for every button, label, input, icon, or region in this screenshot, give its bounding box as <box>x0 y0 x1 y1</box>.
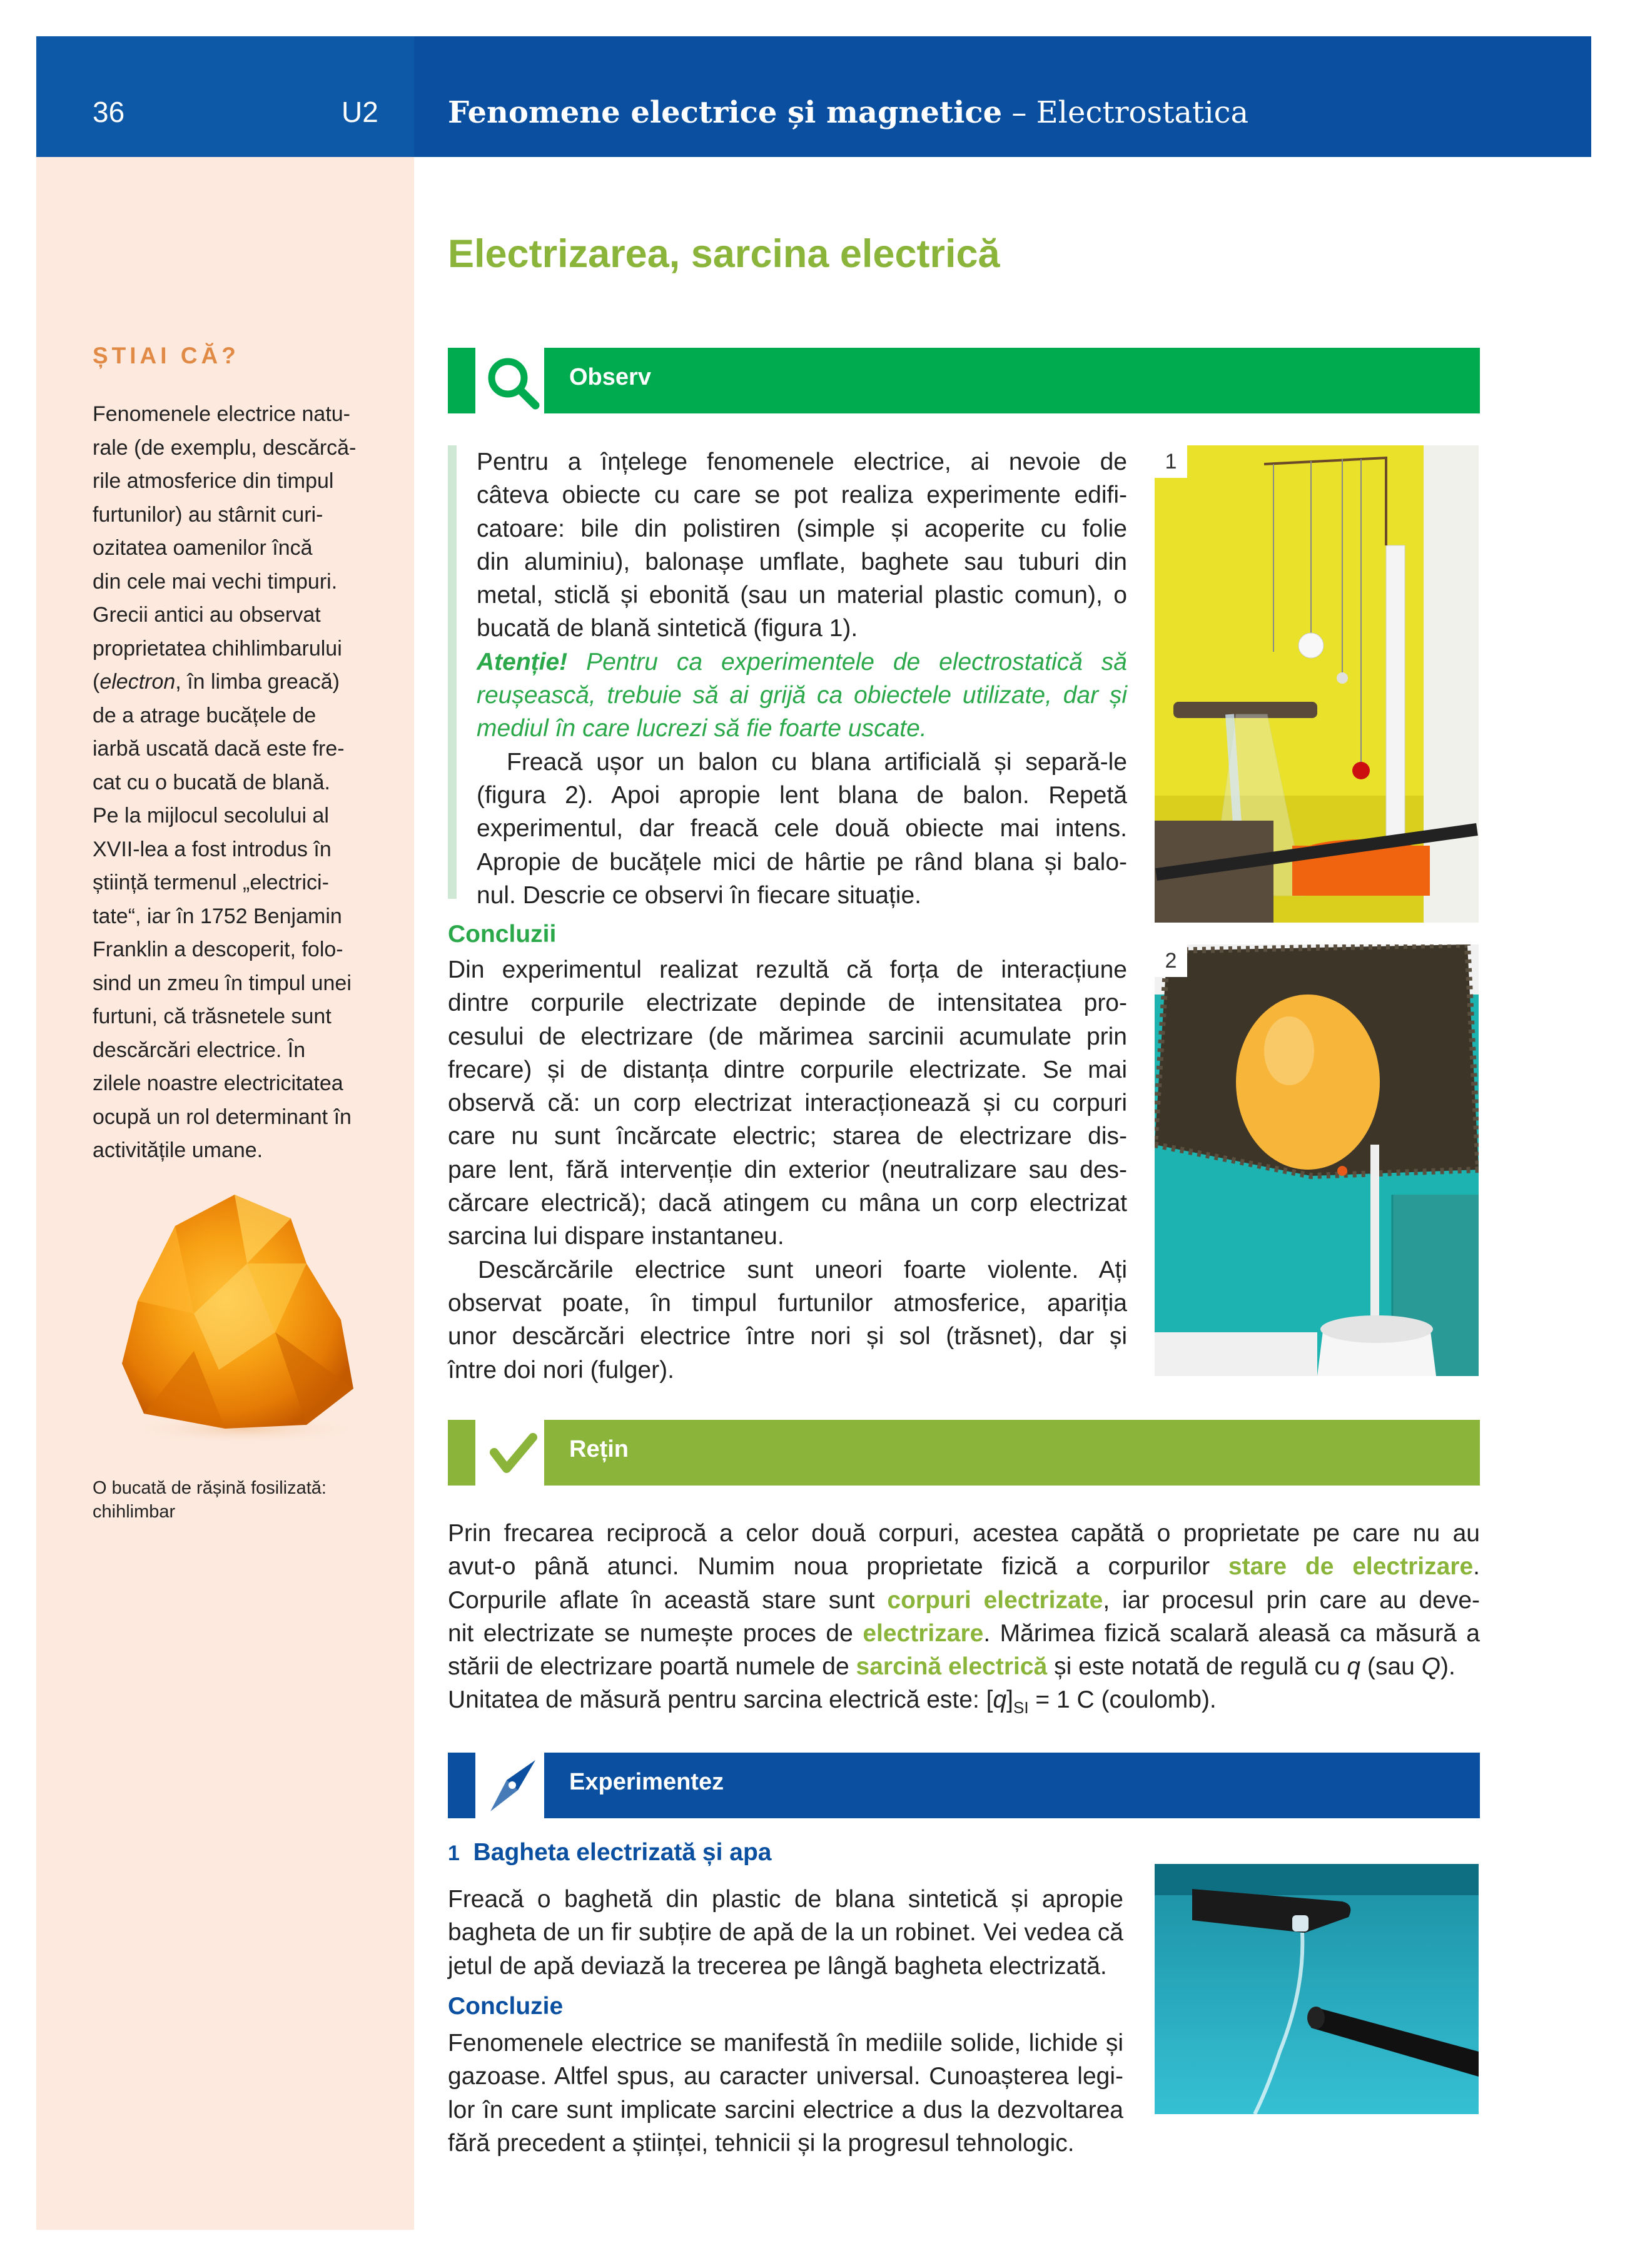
concluzii-heading: Concluzii <box>448 921 557 948</box>
experiment-1-text <box>448 1883 1123 1983</box>
observ-side-rule <box>448 445 457 899</box>
sidebar-line: rile atmosferice din timpul <box>93 469 334 493</box>
retin-bar <box>544 1420 1480 1486</box>
text-line: care nu sunt încărcate electric; starea de electrizare dis- <box>448 1123 1127 1150</box>
si-subscript: SI <box>1013 1698 1029 1718</box>
sidebar-line: ozitatea oamenilor încă <box>93 536 313 560</box>
text-line <box>448 1650 1480 1683</box>
figure-1-number: 1 <box>1155 445 1187 478</box>
chapter-title-main: Fenomene electrice și magnetice <box>448 95 1003 130</box>
sidebar-line: proprietatea chihlimbarului <box>93 636 342 661</box>
text-line: bucată de blană sintetică (figura 1). <box>477 615 858 642</box>
term-highlight: corpuri electrizate <box>887 1586 1103 1614</box>
text-span: stării de electrizare poartă numele de <box>448 1653 856 1681</box>
sidebar-heading: ȘTIAI CĂ? <box>93 343 240 368</box>
text-line: Freacă ușor un balon cu blana artificială și separă-le <box>507 748 1127 776</box>
term-highlight: sarcină electrică <box>856 1653 1048 1681</box>
sidebar-line: XVII-lea a fost introdus în <box>93 837 332 861</box>
text-line: jetul de apă deviază la trecerea pe lângă bagheta electrizată. <box>448 1952 1107 1980</box>
text-line: fără precedent a științei, tehnicii și la progresul tehnologic. <box>448 2129 1075 2157</box>
figure-1-photo <box>1155 445 1479 923</box>
text-line: lor în care sunt implicate sarcini electrice a dus la dezvoltarea <box>448 2096 1123 2124</box>
text-span: . <box>1473 1553 1481 1581</box>
sidebar-line: zilele noastre electricitatea <box>93 1071 343 1095</box>
text-line: sarcina lui dispare instantaneu. <box>448 1223 784 1250</box>
text-line: cărcare electrică); dacă atingem cu mâna un corp electrizat <box>448 1190 1127 1217</box>
page-number: 36 <box>93 96 125 128</box>
check-icon <box>482 1420 544 1486</box>
text-span: ] <box>1006 1686 1013 1714</box>
observ-label: Observ <box>569 364 651 390</box>
text-span: , iar procesul prin care au deve- <box>1103 1586 1480 1614</box>
term-highlight: stare de electrizare <box>1228 1553 1474 1581</box>
sidebar-line: (electron, în limba greacă) <box>93 670 340 694</box>
sidebar-line: știință termenul „electrici- <box>93 871 329 894</box>
retin-text <box>448 1517 1480 1725</box>
sidebar-line: Franklin a descoperit, folo- <box>93 938 343 961</box>
text-line: Pentru a înțelege fenomenele electrice, ai nevoie de <box>477 448 1127 475</box>
retin-label: Rețin <box>569 1436 629 1462</box>
text-line: pare lent, fără intervenție din exterior (neutralizare sau des- <box>448 1156 1127 1183</box>
text-line: metal, sticlă și ebonită (sau un material plastic comun), o <box>477 582 1127 609</box>
text-line <box>448 1584 1480 1617</box>
text-line <box>448 1617 1480 1650</box>
atentie-label: Atenție! <box>477 648 568 676</box>
text-span: nit electrizate se numește proces de <box>448 1619 863 1647</box>
symbol-q: q <box>993 1686 1007 1714</box>
text-line: cesului de electrizare (de mărimea sarcinii acumulate prin <box>448 1023 1127 1050</box>
symbol-q: q <box>1347 1653 1361 1681</box>
atentie-line: reușească, trebuie să ai grijă ca obiectele utilizate, dar și <box>477 682 1127 709</box>
experiment-1-photo <box>1155 1864 1479 2114</box>
sidebar-line: Pe la mijlocul secolului al <box>93 804 329 828</box>
text-line: câteva obiecte cu care se pot realiza experimente edifi- <box>477 482 1127 509</box>
caption-line: O bucată de rășină fosilizată: <box>93 1478 327 1498</box>
sidebar-line: rale (de exemplu, descărcă- <box>93 435 357 460</box>
experiment-title-text: Bagheta electrizată și apa <box>473 1839 772 1866</box>
sidebar-line: cat cu o bucată de blană. <box>93 770 330 794</box>
text-line: observă că: un corp electrizat interacționează și cu corpuri <box>448 1090 1127 1117</box>
text-line: bagheta de un fir subțire de apă de la un robinet. Vei vedea că <box>448 1919 1123 1947</box>
text-line: Prin frecarea reciprocă a celor două corpuri, acestea capătă o proprietate pe care nu au <box>448 1520 1480 1547</box>
concluzie-heading: Concluzie <box>448 1993 564 2020</box>
atentie-line <box>477 645 1127 679</box>
text-line: Apropie de bucățele mici de hârtie pe rând blana și balo- <box>477 848 1127 876</box>
text-line: unor descărcări electrice între nori și sol (trăsnet), dar și <box>448 1323 1127 1350</box>
observ-bar-tab <box>448 348 475 413</box>
text-line: frecare) și de distanța dintre corpurile electrizate. Se mai <box>448 1056 1127 1083</box>
term-highlight: electrizare <box>863 1619 984 1647</box>
text-span: ). <box>1440 1653 1455 1681</box>
experiment-number: 1 <box>448 1841 460 1865</box>
sidebar-line: din cele mai vechi timpuri. <box>93 569 338 594</box>
experimentez-bar-tab <box>448 1753 475 1818</box>
text-span: . Mărimea fizică scalară aleasă ca măsură a <box>983 1619 1480 1647</box>
page-title: Electrizarea, sarcina electrică <box>448 232 1000 276</box>
symbol-Q: Q <box>1421 1653 1440 1681</box>
sidebar-line: de a atrage bucățele de <box>93 703 316 727</box>
sidebar-line: Fenomenele electrice natu- <box>93 402 351 426</box>
text-line: catoare: bile din polistiren (simple și acoperite cu folie <box>477 515 1127 542</box>
magnifier-icon <box>482 348 544 413</box>
sidebar-line: Grecii antici au observat <box>93 603 321 627</box>
text-span: Corpurile aflate în această stare sunt <box>448 1586 888 1614</box>
experimentez-label: Experimentez <box>569 1769 724 1795</box>
text-line <box>448 1550 1480 1583</box>
chapter-title <box>448 95 1248 130</box>
sidebar-line: tate“, iar în 1752 Benjamin <box>93 904 342 928</box>
text-line: Freacă o baghetă din plastic de blana sintetică și apropie <box>448 1886 1123 1913</box>
text-span: avut-o până atunci. Numim noua proprietate fizică a corpurilor <box>448 1553 1228 1581</box>
text-line: observat poate, în timpul furtunilor atmosferice, apariția <box>448 1289 1127 1317</box>
text-span: (sau <box>1360 1653 1422 1681</box>
text-line: nul. Descrie ce observi în fiecare situație. <box>477 881 921 909</box>
text-line: dintre corpurile electrizate depinde de intensitatea pro- <box>448 990 1127 1017</box>
sidebar-italic-word: electron <box>99 670 176 694</box>
chapter-title-sub: – Electrostatica <box>1002 95 1249 130</box>
text-line: Din experimentul realizat rezultă că forța de interacțiune <box>448 956 1127 983</box>
sidebar-line: furtuni, că trăsnetele sunt <box>93 1005 332 1028</box>
text-span: = 1 C (coulomb). <box>1028 1686 1217 1714</box>
retin-bar-tab <box>448 1420 475 1486</box>
text-line <box>448 1683 1480 1724</box>
compass-needle-icon <box>482 1753 544 1818</box>
sidebar-line: ocupă un rol determinant în <box>93 1105 352 1129</box>
figure-2-number: 2 <box>1155 944 1187 977</box>
sidebar-line: iarbă uscată dacă este fre- <box>93 737 345 761</box>
sidebar-line: furtunilor) au stârnit curi- <box>93 502 323 527</box>
text-span: Unitatea de măsură pentru sarcina electrică este: [ <box>448 1686 993 1714</box>
text-line: (figura 2). Apoi apropie lent blana de balon. Repetă <box>477 781 1127 809</box>
experiment-1-title <box>448 1839 771 1866</box>
text-span: și este notată de regulă cu <box>1047 1653 1347 1681</box>
observ-text <box>477 445 1127 912</box>
atentie-line: mediul în care lucrezi să fie foarte uscate. <box>477 715 927 742</box>
sidebar-line: activitățile umane. <box>93 1138 263 1162</box>
observ-bar <box>544 348 1480 413</box>
caption-line: chihlimbar <box>93 1502 176 1522</box>
unit-label: U2 <box>342 96 378 128</box>
image-caption <box>93 1476 380 1524</box>
atentie-text: Pentru ca experimentele de electrostatică să <box>567 648 1127 676</box>
text-line: experimentul, dar freacă cele două obiecte mai intens. <box>477 815 1127 843</box>
sidebar-line: sind un zmeu în timpul unei <box>93 971 352 995</box>
concluzie-text <box>448 2027 1123 2160</box>
sidebar-line: descărcări electrice. În <box>93 1038 306 1062</box>
concluzii-text <box>448 953 1127 1387</box>
text-line: gazoase. Altfel spus, au caracter universal. Cunoașterea legi- <box>448 2063 1123 2090</box>
text-line: Descărcările electrice sunt uneori foarte violente. Ați <box>478 1256 1127 1283</box>
text-line: între doi nori (fulger). <box>448 1356 674 1384</box>
sidebar-paragraph <box>93 398 380 1168</box>
text-line: Fenomenele electrice se manifestă în mediile solide, lichide și <box>448 2030 1123 2057</box>
text-line: din aluminiu), balonașe umflate, baghete sau tuburi din <box>477 548 1127 575</box>
amber-image <box>100 1188 375 1451</box>
figure-2-photo <box>1155 944 1479 1376</box>
